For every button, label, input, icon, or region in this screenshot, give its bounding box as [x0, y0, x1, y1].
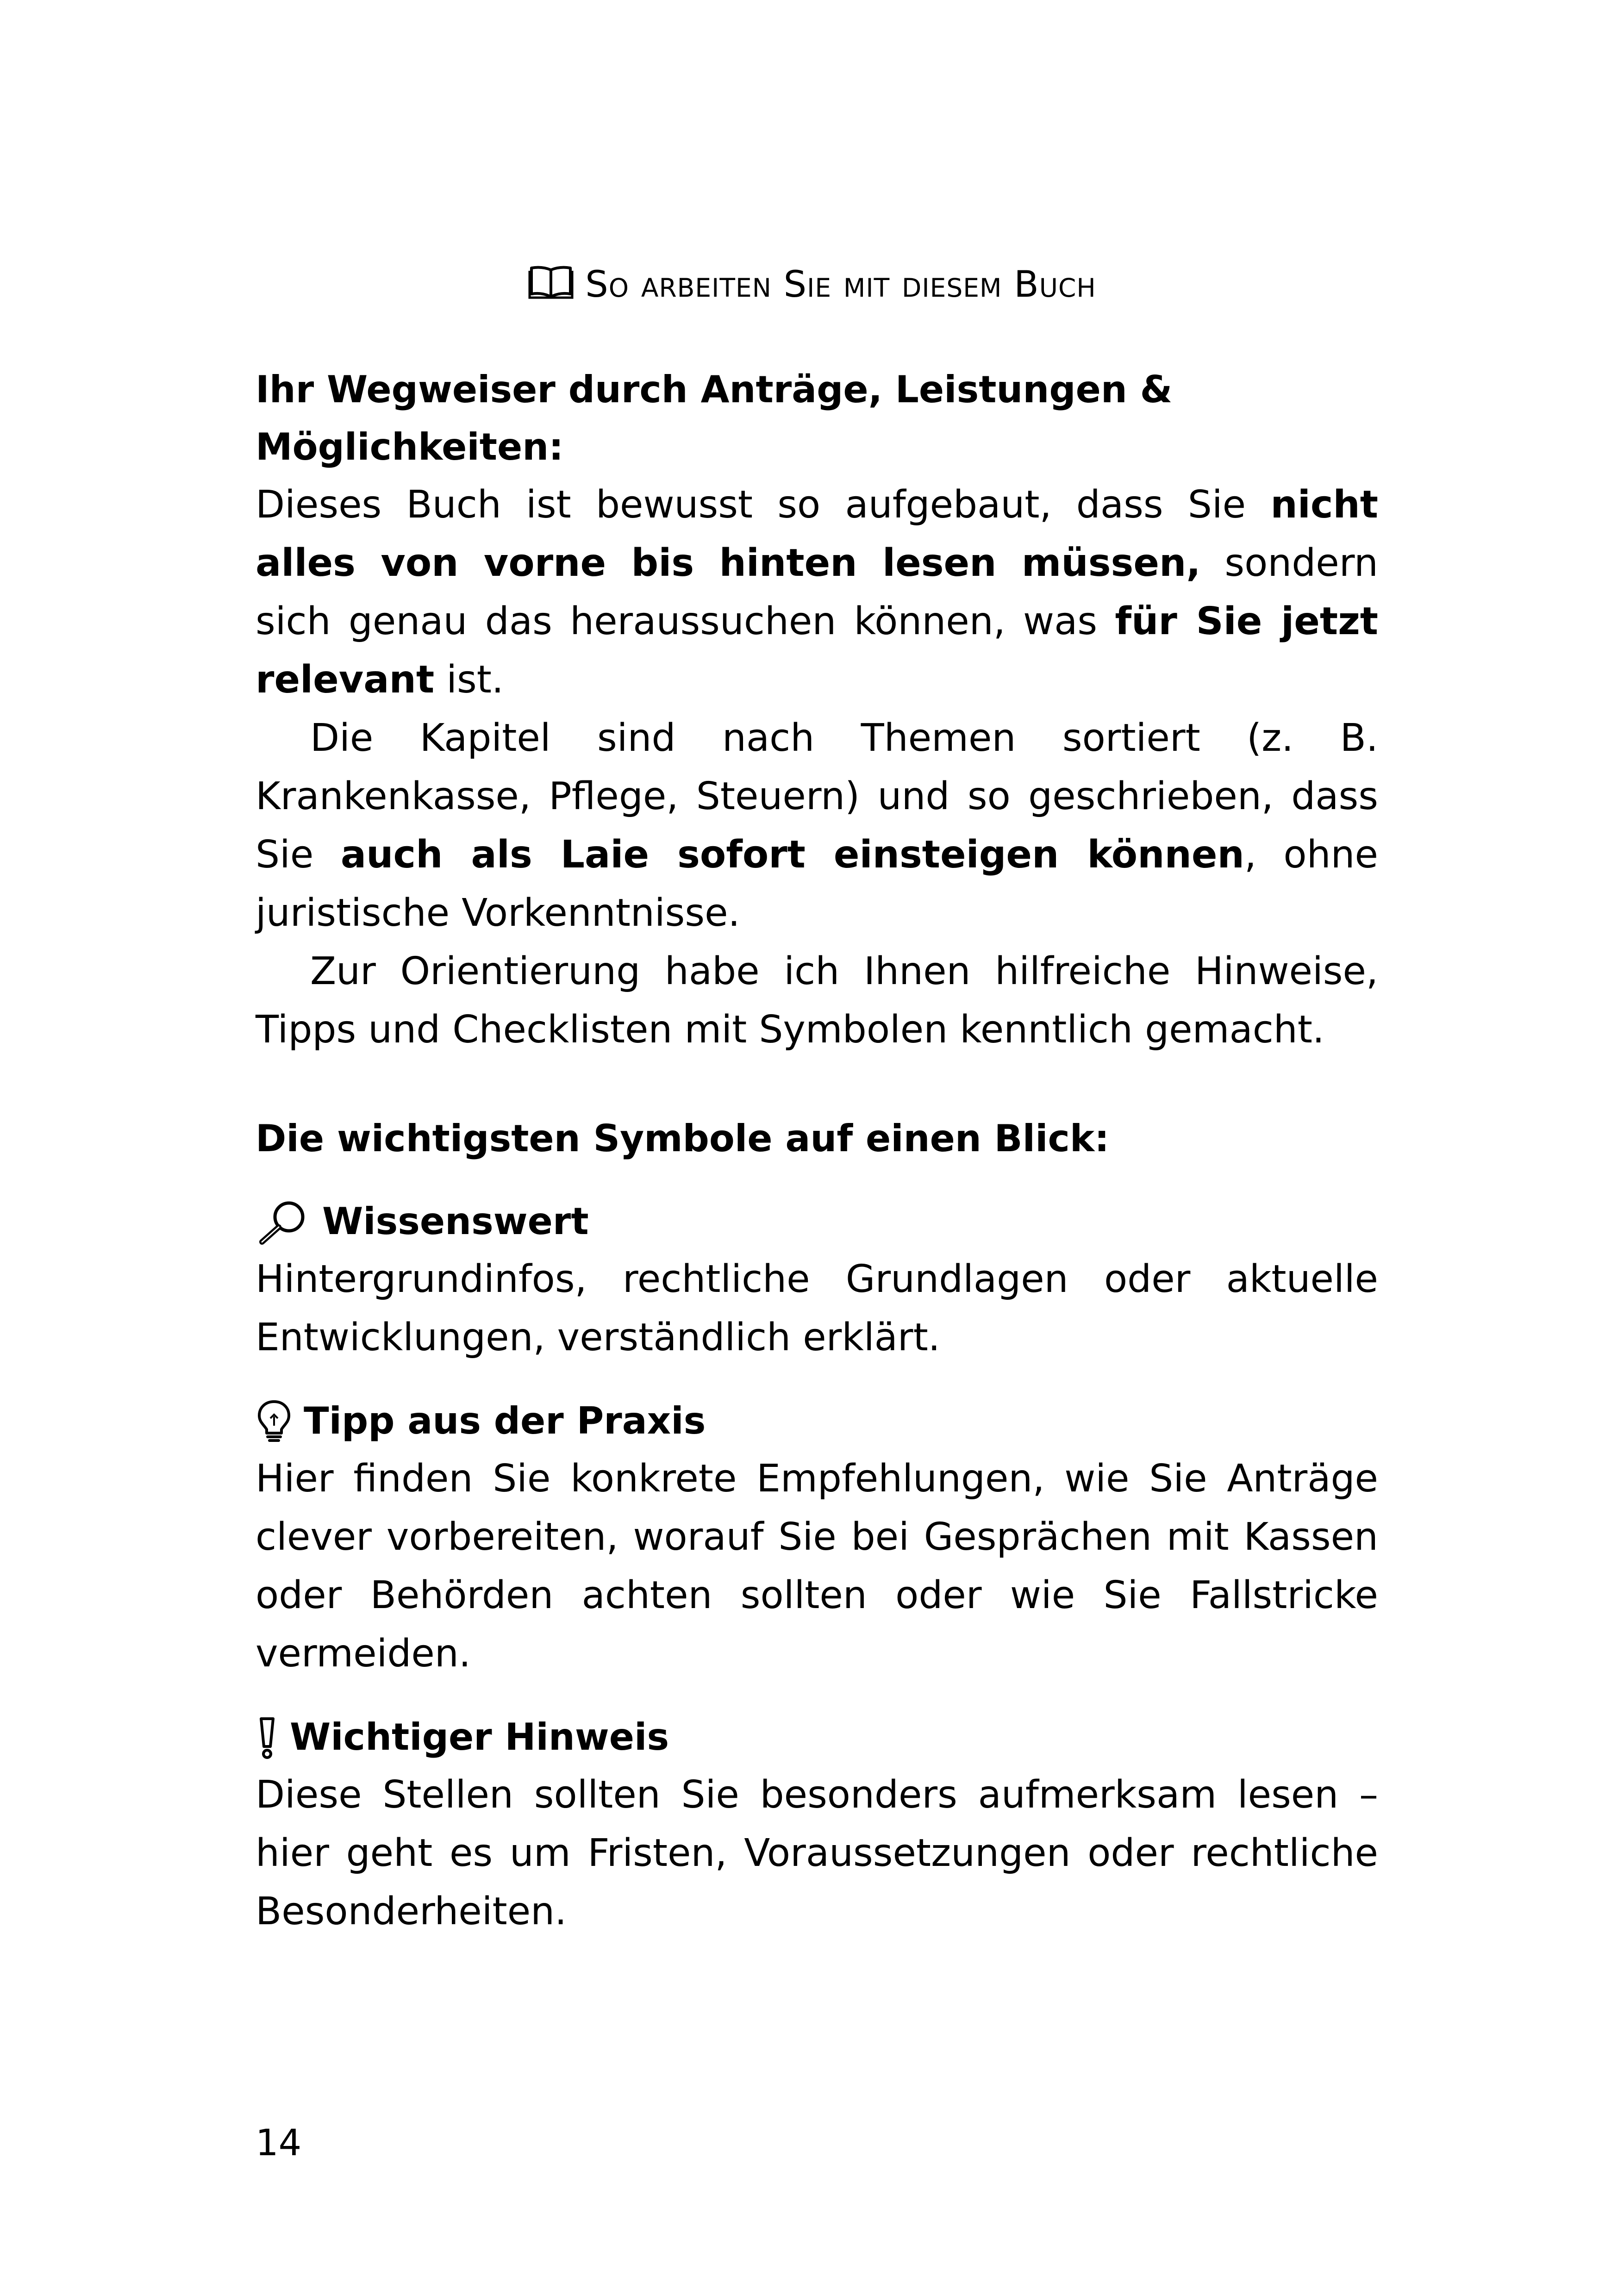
text-run: , ohne juristische Vorkenntnisse.	[256, 833, 1378, 935]
symbol-tipp	[256, 1392, 1378, 1450]
bold-run: für Sie jetzt relevant	[256, 599, 1378, 702]
intro-paragraph-3: Zur Orientierung habe ich Ihnen hilfreiche Hinweise, Tipps und Checklisten mit Symbolen kenntlich gemacht.	[256, 949, 1378, 1052]
text-run: Die Kapitel sind nach Themen sortiert (z. B. Krankenkasse, Pflege, Steuern) und so geschrieben, dass Sie	[256, 716, 1378, 877]
symbol-hinweis	[256, 1709, 1378, 1766]
symbol-description: Diese Stellen sollten Sie besonders aufmerksam lesen – hier geht es um Fristen, Voraussetzungen oder rechtliche Besonderheiten.	[256, 1773, 1378, 1933]
text-run: ist.	[434, 658, 504, 702]
intro-paragraph-1	[256, 476, 1378, 709]
open-book-icon	[528, 263, 574, 300]
exclamation-icon	[256, 1714, 279, 1760]
symbol-wissenswert	[256, 1193, 1378, 1250]
text-run: sondern sich genau das heraussuchen können, was	[256, 541, 1378, 643]
text-run: Dieses Buch ist bewusst so aufgebaut, dass Sie	[256, 483, 1271, 527]
bold-run: auch als Laie sofort einsteigen können	[340, 833, 1244, 877]
symbol-title: Wichtiger Hinweis	[290, 1715, 669, 1759]
running-header-title: So arbeiten Sie mit diesem Buch	[585, 264, 1096, 306]
symbols-heading: Die wichtigsten Symbole auf einen Blick:	[256, 1117, 1110, 1160]
main-content	[256, 361, 1378, 1941]
bold-run: nicht alles von vorne bis hinten lesen müssen,	[256, 483, 1378, 585]
lightbulb-icon	[256, 1398, 293, 1444]
magnifier-icon	[256, 1198, 311, 1245]
page-number: 14	[256, 2122, 302, 2164]
symbol-title: Wissenswert	[322, 1200, 589, 1243]
symbol-description: Hintergrundinfos, rechtliche Grundlagen oder aktuelle Entwicklungen, verständlich erklärt.	[256, 1257, 1378, 1360]
running-header	[0, 259, 1624, 310]
intro-heading: Ihr Wegweiser durch Anträge, Leistungen & Möglichkeiten:	[256, 368, 1173, 468]
symbol-title: Tipp aus der Praxis	[304, 1399, 706, 1442]
intro-paragraph-2	[256, 709, 1378, 942]
symbol-description: Hier finden Sie konkrete Empfehlungen, wie Sie Anträge clever vorbereiten, worauf Sie bei Gesprächen mit Kassen oder Behörden achten sollten oder wie Sie Fallstricke vermeiden.	[256, 1457, 1378, 1676]
